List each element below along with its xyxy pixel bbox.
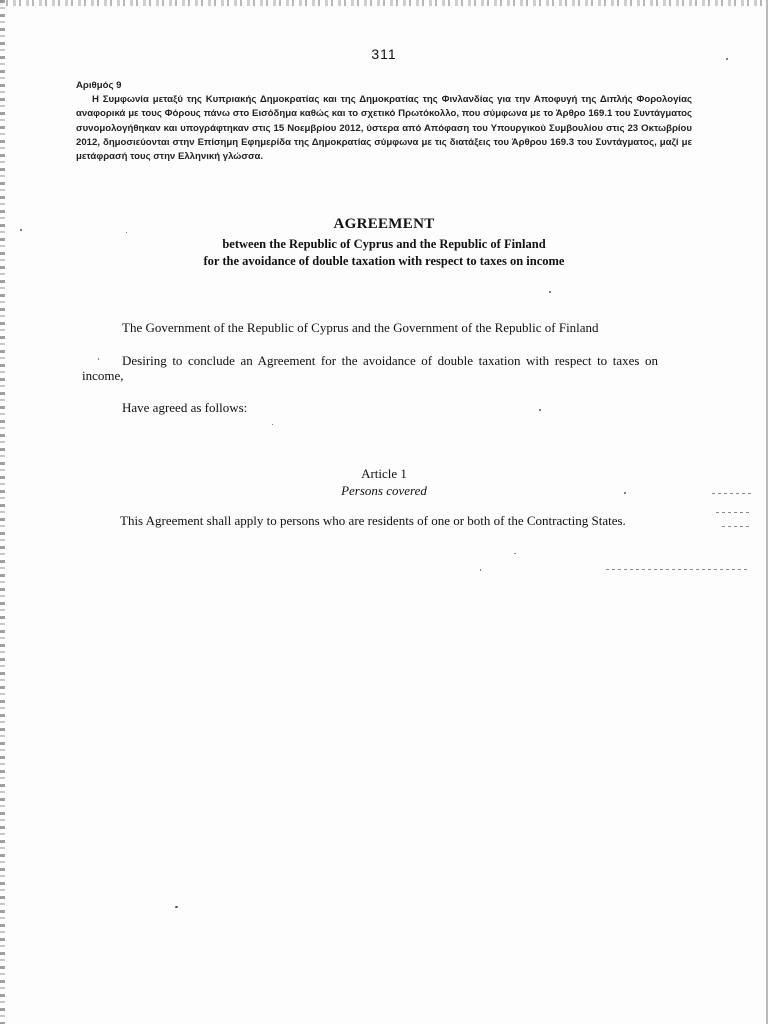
article-heading: Persons covered: [341, 483, 427, 498]
scan-dash: [712, 493, 752, 494]
paragraph-agreed: Have agreed as follows:: [122, 400, 248, 415]
scan-speck: [726, 58, 728, 60]
agreement-subtitle-line-1: between the Republic of Cyprus and the Republic of Finland: [222, 237, 546, 251]
paragraph-desiring: Desiring to conclude an Agreement for the avoidance of double taxation with respect to taxes on income,: [82, 353, 658, 383]
greek-notice: [76, 79, 692, 164]
agreement-subtitle-line-2: for the avoidance of double taxation with respect to taxes on income: [203, 254, 565, 268]
agreement-title: AGREEMENT: [333, 216, 435, 232]
scan-speck: [175, 906, 178, 908]
greek-notice-body: Η Συμφωνία μεταξύ της Κυπριακής Δημοκρατίας και της Δημοκρατίας της Φινλανδίας για την Αποφυγή της Διπλής Φορολογίας αναφορικά με τους Φόρους πάνω στο Εισόδημα καθώς και το σχετικό Πρωτόκολλο, που σύμφωνα με το Άρθρο 169.1 του Συντάγματος συνομολογήθηκαν και υπογράφτηκαν στις 15 Νοεμβρίου 2012, ύστερα από Απόφαση του Υπουργικού Συμβουλίου στις 23 Οκτωβρίου 2012, δημοσιεύονται στην Επίσημη Εφημερίδα της Δημοκρατίας σύμφωνα με τις διατάξεις του Άρθρου 169.3 του Συντάγματος, μαζί με μετάφρασή τους στην Ελληνική γλώσσα.: [76, 94, 692, 163]
page-number: 311: [371, 46, 397, 62]
scan-speck: [539, 409, 541, 411]
greek-notice-heading: Αριθμός 9: [76, 80, 122, 91]
scan-edge-top: [0, 0, 768, 6]
scan-speck: [514, 553, 516, 554]
paragraph-governments: The Government of the Republic of Cyprus and the Government of the Republic of Finland: [122, 320, 599, 335]
scan-speck: [272, 424, 273, 425]
scan-speck: [126, 232, 127, 233]
article-text: This Agreement shall apply to persons who are residents of one or both of the Contracting States.: [120, 513, 626, 528]
scan-speck: [98, 358, 99, 360]
scan-speck: [20, 229, 22, 231]
scan-speck: [624, 492, 626, 494]
scan-speck: [480, 569, 481, 571]
article-number: Article 1: [361, 466, 407, 481]
scan-dash: [722, 526, 752, 527]
scan-edge-left: [0, 0, 5, 1024]
scan-dash: [716, 512, 752, 513]
scan-dash: [606, 569, 748, 570]
scan-speck: [549, 291, 551, 293]
